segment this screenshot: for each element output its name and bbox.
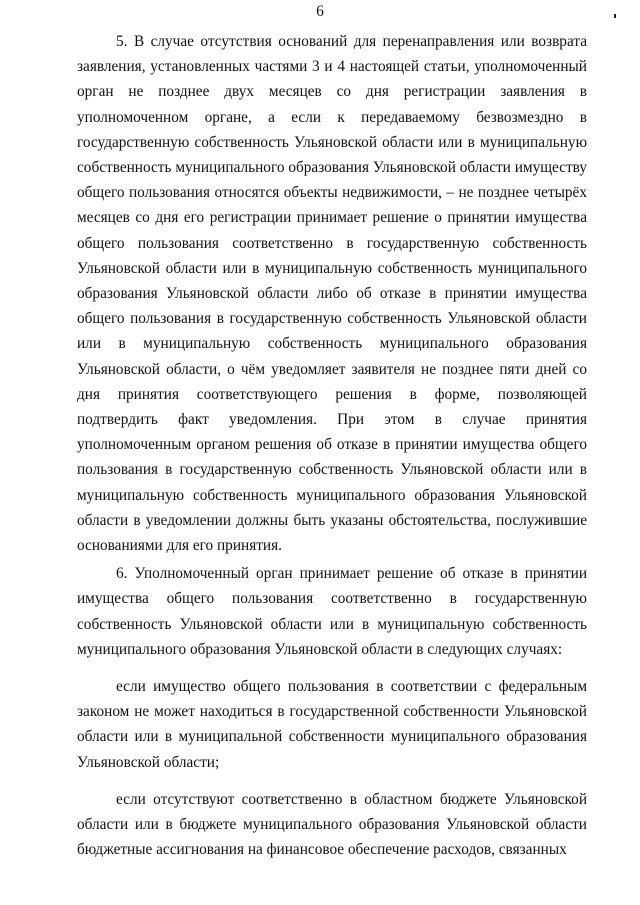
document-body (77, 29, 587, 863)
paragraph-condition-budget: если отсутствуют соответственно в областном бюджете Ульяновской области или в бюджете муниципального образования Ульяновской области бюджетные ассигнования на финансовое обеспечение расходов, связанных (77, 790, 587, 859)
paragraph-condition-federal-law: если имущество общего пользования в соответствии с федеральным законом не может находиться в государственной собственности Ульяновской области или в муниципальной собственности муниципального образования Ульяновской области; (77, 678, 587, 771)
paragraph-6: 6. Уполномоченный орган принимает решение об отказе в принятии имущества общего пользования соответственно в государственную собственность Ульяновской области или в муниципальную собственность муниципального образования Ульяновской области в следующих случаях: (77, 565, 587, 658)
page-number: 6 (316, 3, 324, 20)
paragraph-5: 5. В случае отсутствия оснований для перенаправления или возврата заявления, установленных частями 3 и 4 настоящей статьи, уполномоченный орган не позднее двух месяцев со дня регистрации заявления в уполномоченном органе, а если к передаваемому безвозмездно в государственную собственность Ульяновской области или в муниципальную собственность муниципального образования Ульяновской области имуществу общего пользования относятся объекты недвижимости, – не позднее четырёх месяцев со дня его регистрации принимает решение о принятии имущества общего пользования соответственно в государственную собственность Ульяновской области или в муниципальную собственность муниципального образования Ульяновской области либо об отказе в принятии имущества общего пользования в государственную собственность Ульяновской области или в муниципальную собственность муниципального образования Ульяновской области, о чём уведомляет заявителя не позднее пяти дней со дня принятия соответствующего решения в форме, позволяющей подтвердить факт уведомления. При этом в случае принятия уполномоченным органом решения об отказе в принятии имущества общего пользования в государственную собственность Ульяновской области или в муниципальную собственность муниципального образования Ульяновской области в уведомлении должны быть указаны обстоятельства, послужившие основаниями для его принятия. (77, 33, 587, 555)
scan-mark (614, 14, 616, 18)
